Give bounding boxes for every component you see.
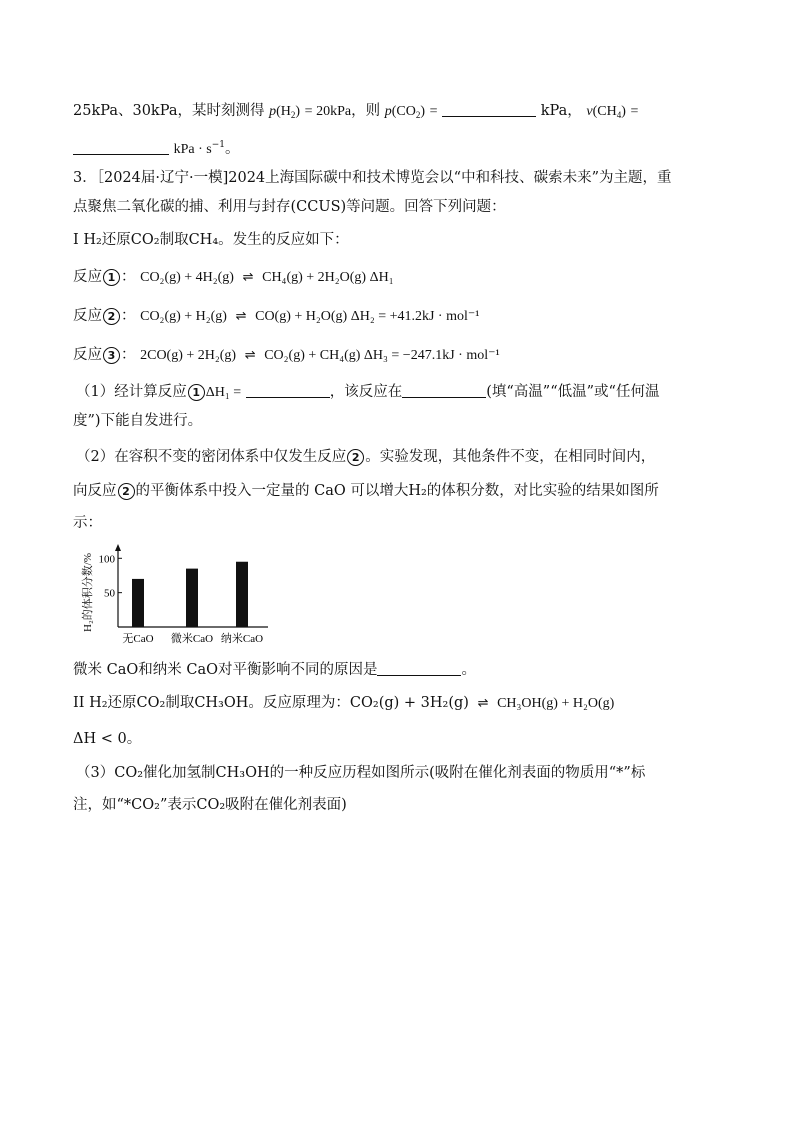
- formula: H: [280, 104, 291, 119]
- question-3-intro-cont: 点聚焦二氧化碳的捕、利用与封存(CCUS)等问题。回答下列问题：: [73, 199, 506, 215]
- text: 25kPa、30kPa，某时刻测得: [73, 103, 265, 119]
- bar: [132, 579, 144, 627]
- value: = 20kPa: [304, 104, 352, 119]
- answer-blank[interactable]: [73, 140, 169, 155]
- part-2-heading: [73, 693, 614, 714]
- text: ，则: [351, 103, 381, 119]
- circled-number: 2: [118, 483, 135, 500]
- reactants: 2CO(g) + 2H₂(g): [140, 348, 237, 363]
- reaction-label: 反应: [73, 347, 102, 363]
- circled-number: 2: [347, 449, 364, 466]
- text: 微米 CaO和纳米 CaO对平衡影响不同的原因是: [73, 662, 378, 678]
- text: （1）经计算反应: [76, 384, 187, 400]
- text: 。实验发现，其他条件不变，在相同时间内，: [365, 449, 656, 465]
- circled-number: 1: [188, 384, 205, 401]
- question-3-intro: 3．［2024届·辽宁·一模]2024上海国际碳中和技术博览会以“中和科技、碳索未来”为主题，重: [73, 170, 672, 186]
- sub-question-2-answer: [73, 660, 476, 680]
- x-category-label: 无CaO: [122, 633, 154, 645]
- enthalpy-condition: ΔH < 0。: [73, 731, 142, 747]
- y-tick-label: 50: [104, 587, 115, 600]
- answer-blank[interactable]: [442, 102, 536, 117]
- text: 向反应: [73, 483, 117, 499]
- text: （2）在容积不变的密闭体系中仅发生反应: [76, 449, 347, 465]
- y-axis-arrow-icon: [115, 544, 121, 551]
- reaction-label: 反应: [73, 269, 102, 285]
- equilibrium-arrow-icon: ⇌: [244, 348, 256, 363]
- x-category-label: 微米CaO: [170, 633, 214, 645]
- answer-blank[interactable]: [246, 383, 330, 398]
- sub-question-2-cont: [73, 481, 659, 501]
- products: CO(g) + H₂O(g) ΔH₂ = +41.2kJ · mol⁻¹: [255, 309, 480, 324]
- sub-question-3: （3）CO₂催化加氢制CH₃OH的一种反应历程如图所示(吸附在催化剂表面的物质用“*”标: [76, 765, 646, 781]
- text: ，该反应在: [329, 384, 403, 400]
- pressure-symbol: p: [269, 104, 277, 119]
- sub-question-3-cont: 注，如“*CO₂”表示CO₂吸附在催化剂表面): [73, 797, 347, 813]
- circled-number: 1: [103, 269, 120, 286]
- y-tick-label: 100: [98, 553, 115, 566]
- circled-number: 3: [103, 347, 120, 364]
- x-category-label: 纳米CaO: [220, 633, 264, 645]
- chart-marks: [99, 553, 264, 645]
- part-1-heading: I H₂还原CO₂制取CH₄。发生的反应如下：: [73, 232, 349, 248]
- equals: =: [429, 104, 438, 119]
- punctuation: 。: [225, 141, 240, 157]
- reactants: CO₂(g) + H₂(g): [140, 309, 227, 324]
- formula: CH: [597, 104, 617, 119]
- sub-question-1: [76, 382, 659, 403]
- rate-symbol: v: [586, 104, 593, 119]
- y-axis-title: H₂的体积分数/%: [82, 553, 94, 632]
- unit-exponent: −1: [211, 140, 226, 150]
- equilibrium-arrow-icon: ⇌: [477, 696, 489, 711]
- reaction-2: 反应 2 ： CO₂(g) + H₂(g) ⇌ CO(g) + H₂O(g) ΔH₂ = +41.2kJ · mol⁻¹: [73, 306, 479, 327]
- bar: [186, 569, 198, 627]
- reaction-1: 反应 1 ： CO₂(g) + 4H₂(g) ⇌ CH₄(g) + 2H₂O(g) ΔH₁: [73, 267, 394, 288]
- sub-question-1-cont: 度”)下能自发进行。: [73, 413, 203, 429]
- answer-blank[interactable]: [402, 383, 486, 398]
- answer-blank[interactable]: [377, 661, 461, 676]
- h2-volume-fraction-bar-chart: [78, 540, 288, 650]
- products: CH₃OH(g) + H₂O(g): [497, 696, 615, 711]
- circled-number: 2: [103, 308, 120, 325]
- reactants: CO₂(g) + 4H₂(g): [140, 270, 234, 285]
- pressure-symbol: p: [384, 104, 392, 119]
- equilibrium-arrow-icon: ⇌: [242, 270, 254, 285]
- products: CH₄(g) + 2H₂O(g) ΔH₁: [262, 270, 394, 285]
- reaction-3: 反应 3 ： 2CO(g) + 2H₂(g) ⇌ CO₂(g) + CH₄(g) ΔH₃ = −247.1kJ · mol⁻¹: [73, 345, 500, 366]
- punctuation: 。: [461, 662, 476, 678]
- text: II H₂还原CO₂制取CH₃OH。反应原理为：CO₂(g) + 3H₂(g): [73, 695, 469, 711]
- continuation-line-1: 25kPa、30kPa，某时刻测得 $p(H_2) = 20kPa$，则 $p(CO_2)$ = kPa， $v(CH_4)$ =: [73, 103, 639, 120]
- bar: [236, 562, 248, 627]
- continuation-line-2: [73, 135, 240, 160]
- formula: ΔH₁ =: [205, 385, 242, 400]
- reaction-label: 反应: [73, 308, 102, 324]
- unit: kPa · s: [173, 142, 212, 157]
- unit: kPa，: [540, 103, 582, 119]
- sub-question-2: [76, 447, 655, 467]
- text: 的平衡体系中投入一定量的 CaO 可以增大H₂的体积分数，对比实验的结果如图所: [135, 483, 659, 499]
- equals: =: [630, 104, 639, 119]
- text: (填“高温”“低温”或“任何温: [486, 384, 660, 400]
- sub-question-2-cont2: 示：: [73, 515, 102, 531]
- products: CO₂(g) + CH₄(g) ΔH₃ = −247.1kJ · mol⁻¹: [264, 348, 500, 363]
- formula: CO: [396, 104, 416, 119]
- equilibrium-arrow-icon: ⇌: [235, 309, 247, 324]
